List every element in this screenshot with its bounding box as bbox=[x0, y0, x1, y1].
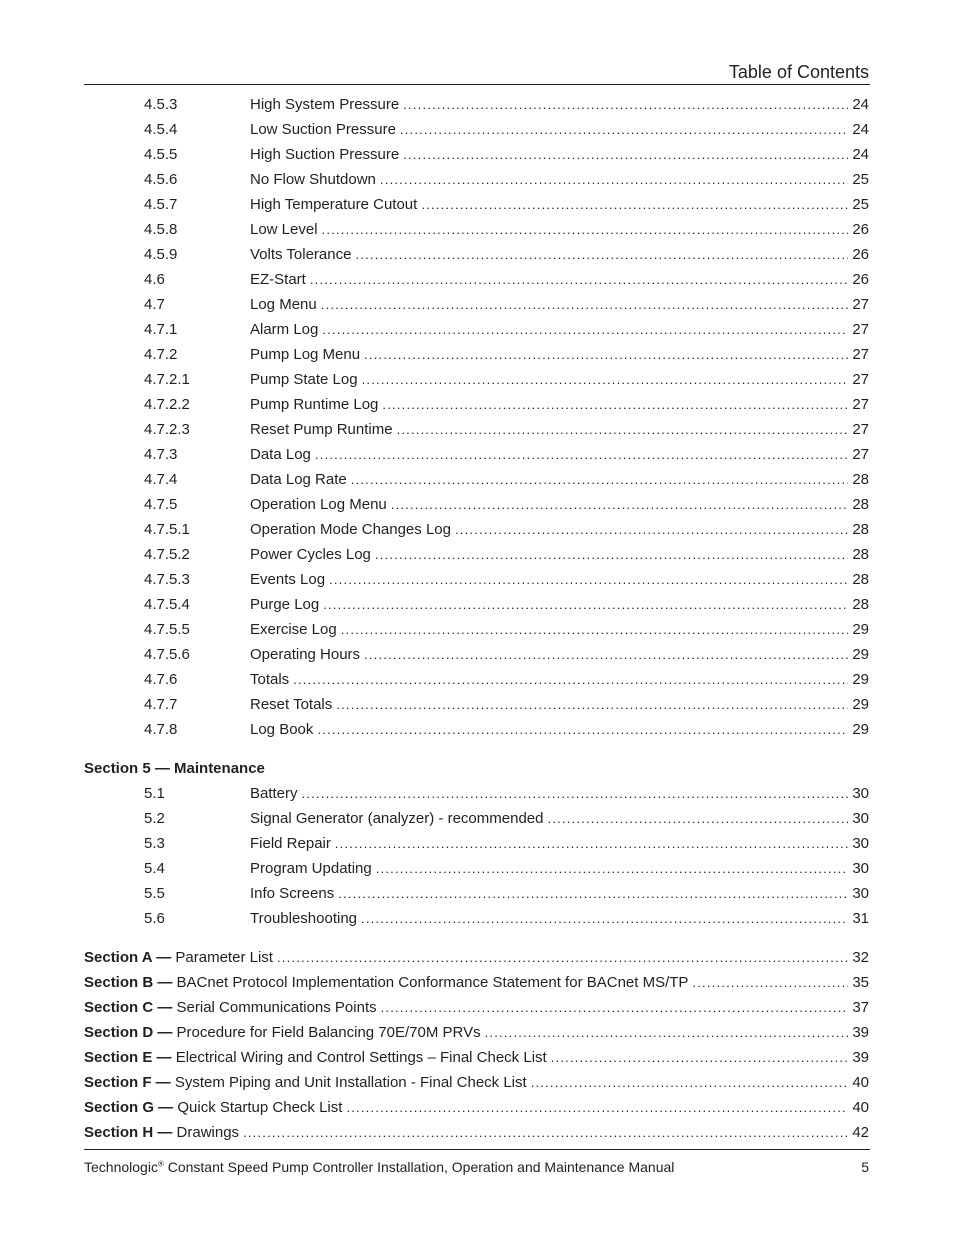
toc-entry[interactable] bbox=[84, 417, 869, 442]
toc-entry-number: 4.7.5.1 bbox=[144, 521, 190, 538]
dot-leader bbox=[361, 906, 848, 931]
toc-entry[interactable] bbox=[84, 267, 869, 292]
toc-entry-page: 24 bbox=[852, 146, 869, 163]
toc-entry-number: 4.7.1 bbox=[144, 321, 178, 338]
toc-section-entry[interactable] bbox=[84, 1120, 869, 1145]
dot-leader bbox=[277, 945, 848, 970]
toc-section-title bbox=[84, 970, 692, 995]
toc-entry-number: 4.5.3 bbox=[144, 96, 178, 113]
toc-section-name: System Piping and Unit Installation - Final Check List bbox=[174, 1074, 527, 1091]
dot-leader bbox=[338, 881, 848, 906]
toc-section-label: Section C — bbox=[84, 999, 173, 1016]
dot-leader bbox=[547, 806, 848, 831]
toc-section-name: BACnet Protocol Implementation Conformance Statement for BACnet MS/TP bbox=[176, 974, 689, 991]
toc-entry-page: 27 bbox=[852, 446, 869, 463]
toc-entry[interactable] bbox=[84, 692, 869, 717]
toc-entry-line bbox=[84, 1120, 869, 1145]
toc-entry-number: 4.7.6 bbox=[144, 671, 178, 688]
dot-leader bbox=[381, 995, 849, 1020]
toc-entry-number: 4.7.5.5 bbox=[144, 621, 190, 638]
toc-entry[interactable] bbox=[84, 856, 869, 881]
toc-entry-number: 5.5 bbox=[144, 885, 165, 902]
toc-entry-line bbox=[250, 142, 869, 167]
toc-entry-line bbox=[84, 1095, 869, 1120]
toc-entry-number: 4.7.2 bbox=[144, 346, 178, 363]
toc-entry-number: 4.5.4 bbox=[144, 121, 178, 138]
toc-section-title bbox=[84, 1045, 551, 1070]
toc-entry-line bbox=[84, 1070, 869, 1095]
toc-section-entry[interactable] bbox=[84, 970, 869, 995]
toc-entry-title: Alarm Log bbox=[250, 321, 319, 338]
toc-section-label: Section F — bbox=[84, 1074, 171, 1091]
toc-entry-line bbox=[250, 92, 869, 117]
toc-entry-line bbox=[250, 617, 869, 642]
toc-entry-line bbox=[250, 667, 869, 692]
toc-entry-page: 29 bbox=[852, 721, 869, 738]
toc-entry[interactable] bbox=[84, 642, 869, 667]
toc-entry-title: Pump Log Menu bbox=[250, 346, 361, 363]
toc-entry-title: Data Log bbox=[250, 446, 311, 463]
toc-entry-line bbox=[84, 945, 869, 970]
toc-section-label: Section H — bbox=[84, 1124, 173, 1141]
toc-entry-page: 26 bbox=[852, 221, 869, 238]
toc-entry-line bbox=[250, 392, 869, 417]
toc-entry-line bbox=[84, 970, 869, 995]
toc-entry-line bbox=[250, 117, 869, 142]
toc-list-section-5 bbox=[84, 781, 869, 931]
dot-leader bbox=[322, 217, 849, 242]
toc-entry-number: 4.7.2.3 bbox=[144, 421, 190, 438]
toc-entry-page: 28 bbox=[852, 496, 869, 513]
toc-entry-page: 39 bbox=[852, 1024, 869, 1041]
toc-entry-page: 27 bbox=[852, 396, 869, 413]
toc-entry-line bbox=[84, 1020, 869, 1045]
toc-entry-line bbox=[250, 517, 869, 542]
toc-entry[interactable] bbox=[84, 667, 869, 692]
toc-entry-page: 27 bbox=[852, 421, 869, 438]
toc-entry-page: 27 bbox=[852, 321, 869, 338]
toc-section-title bbox=[84, 945, 277, 970]
toc-section-name: Drawings bbox=[176, 1124, 240, 1141]
toc-entry-title: Operation Log Menu bbox=[250, 496, 387, 513]
toc-entry[interactable] bbox=[84, 292, 869, 317]
toc-entry-number: 4.7 bbox=[144, 296, 165, 313]
toc-section-name: Serial Communications Points bbox=[176, 999, 377, 1016]
toc-entry[interactable] bbox=[84, 217, 869, 242]
toc-entry-title: Operation Mode Changes Log bbox=[250, 521, 451, 538]
toc-entry-number: 5.1 bbox=[144, 785, 165, 802]
header-divider bbox=[84, 84, 870, 85]
toc-entry-title: No Flow Shutdown bbox=[250, 171, 376, 188]
dot-leader bbox=[362, 367, 849, 392]
toc-entry-title: Operating Hours bbox=[250, 646, 361, 663]
toc-entry-page: 35 bbox=[852, 974, 869, 991]
footer-page-number: 5 bbox=[861, 1159, 869, 1175]
toc-section-entry[interactable] bbox=[84, 945, 869, 970]
toc-entry[interactable] bbox=[84, 542, 869, 567]
dot-leader bbox=[315, 442, 848, 467]
toc-entry[interactable] bbox=[84, 517, 869, 542]
dot-leader bbox=[380, 167, 848, 192]
dot-leader bbox=[243, 1120, 848, 1145]
toc-entry[interactable] bbox=[84, 831, 869, 856]
section-5-heading: Section 5 — Maintenance bbox=[84, 760, 265, 777]
toc-entry-line bbox=[250, 592, 869, 617]
toc-entry-line bbox=[250, 292, 869, 317]
dot-leader bbox=[355, 242, 848, 267]
toc-entry-page: 30 bbox=[852, 860, 869, 877]
toc-section-name: Parameter List bbox=[175, 949, 273, 966]
dot-leader bbox=[341, 617, 849, 642]
dot-leader bbox=[531, 1070, 849, 1095]
table-of-contents bbox=[84, 92, 869, 1145]
dot-leader bbox=[400, 117, 848, 142]
toc-entry[interactable] bbox=[84, 192, 869, 217]
toc-entry[interactable] bbox=[84, 781, 869, 806]
toc-entry-line bbox=[250, 442, 869, 467]
toc-entry-page: 29 bbox=[852, 696, 869, 713]
toc-entry-number: 4.5.5 bbox=[144, 146, 178, 163]
toc-entry-number: 5.2 bbox=[144, 810, 165, 827]
toc-entry-line bbox=[250, 781, 869, 806]
toc-entry-page: 40 bbox=[852, 1074, 869, 1091]
toc-entry-page: 29 bbox=[852, 621, 869, 638]
toc-entry-line bbox=[250, 856, 869, 881]
toc-entry[interactable] bbox=[84, 242, 869, 267]
toc-entry-line bbox=[250, 567, 869, 592]
toc-entry-title: Data Log Rate bbox=[250, 471, 347, 488]
toc-entry-number: 5.4 bbox=[144, 860, 165, 877]
toc-entry-number: 4.7.5.4 bbox=[144, 596, 190, 613]
toc-entry[interactable] bbox=[84, 317, 869, 342]
toc-entry-page: 26 bbox=[852, 246, 869, 263]
toc-entry-number: 4.5.7 bbox=[144, 196, 178, 213]
toc-section-title bbox=[84, 995, 381, 1020]
toc-section-entry[interactable] bbox=[84, 1070, 869, 1095]
dot-leader bbox=[403, 92, 848, 117]
toc-section-name: Quick Startup Check List bbox=[177, 1099, 343, 1116]
dot-leader bbox=[336, 692, 848, 717]
toc-entry-page: 31 bbox=[852, 910, 869, 927]
toc-entry-title: Power Cycles Log bbox=[250, 546, 371, 563]
dot-leader bbox=[321, 292, 849, 317]
toc-entry-title: High Temperature Cutout bbox=[250, 196, 418, 213]
toc-entry-page: 29 bbox=[852, 646, 869, 663]
toc-entry-line bbox=[250, 906, 869, 931]
dot-leader bbox=[421, 192, 848, 217]
toc-entry-number: 4.7.2.1 bbox=[144, 371, 190, 388]
toc-entry-page: 24 bbox=[852, 121, 869, 138]
toc-entry-line bbox=[250, 242, 869, 267]
toc-entry-page: 25 bbox=[852, 171, 869, 188]
registered-mark: ® bbox=[157, 1159, 164, 1169]
toc-entry-title: Exercise Log bbox=[250, 621, 337, 638]
toc-entry-number: 4.5.6 bbox=[144, 171, 178, 188]
dot-leader bbox=[364, 342, 848, 367]
dot-leader bbox=[375, 542, 848, 567]
toc-entry[interactable] bbox=[84, 592, 869, 617]
toc-entry[interactable] bbox=[84, 806, 869, 831]
toc-entry-line bbox=[250, 167, 869, 192]
toc-entry[interactable] bbox=[84, 567, 869, 592]
toc-entry-number: 4.7.7 bbox=[144, 696, 178, 713]
toc-entry-page: 39 bbox=[852, 1049, 869, 1066]
toc-entry-line bbox=[250, 881, 869, 906]
toc-section-title bbox=[84, 1095, 346, 1120]
toc-entry[interactable] bbox=[84, 117, 869, 142]
toc-entry-page: 28 bbox=[852, 471, 869, 488]
toc-entry-title: Volts Tolerance bbox=[250, 246, 352, 263]
toc-entry[interactable] bbox=[84, 142, 869, 167]
toc-entry-title: Program Updating bbox=[250, 860, 372, 877]
toc-entry-line bbox=[250, 417, 869, 442]
dot-leader bbox=[403, 142, 848, 167]
spacer bbox=[84, 931, 869, 945]
toc-entry-page: 27 bbox=[852, 346, 869, 363]
dot-leader bbox=[382, 392, 848, 417]
toc-entry-number: 4.5.8 bbox=[144, 221, 178, 238]
dot-leader bbox=[329, 567, 848, 592]
toc-entry-page: 28 bbox=[852, 596, 869, 613]
toc-entry[interactable] bbox=[84, 92, 869, 117]
toc-entry-title: Info Screens bbox=[250, 885, 335, 902]
toc-section-label: Section E — bbox=[84, 1049, 172, 1066]
toc-entry-number: 4.7.5 bbox=[144, 496, 178, 513]
toc-entry-page: 25 bbox=[852, 196, 869, 213]
toc-section-title bbox=[84, 1070, 531, 1095]
dot-leader bbox=[397, 417, 849, 442]
toc-entry-page: 42 bbox=[852, 1124, 869, 1141]
dot-leader bbox=[692, 970, 848, 995]
toc-entry-number: 4.7.3 bbox=[144, 446, 178, 463]
toc-entry[interactable] bbox=[84, 342, 869, 367]
toc-entry-page: 28 bbox=[852, 521, 869, 538]
toc-entry-number: 4.5.9 bbox=[144, 246, 178, 263]
toc-entry-page: 37 bbox=[852, 999, 869, 1016]
toc-entry-line bbox=[250, 692, 869, 717]
toc-entry-page: 27 bbox=[852, 371, 869, 388]
toc-entry-title: Low Suction Pressure bbox=[250, 121, 396, 138]
toc-list-appendix-sections bbox=[84, 945, 869, 1145]
toc-entry-page: 30 bbox=[852, 810, 869, 827]
toc-entry-number: 4.7.8 bbox=[144, 721, 178, 738]
toc-section-entry[interactable] bbox=[84, 1095, 869, 1120]
toc-entry-page: 32 bbox=[852, 949, 869, 966]
toc-section-label: Section D — bbox=[84, 1024, 173, 1041]
toc-entry-title: Field Repair bbox=[250, 835, 331, 852]
toc-entry-line bbox=[250, 831, 869, 856]
dot-leader bbox=[485, 1020, 849, 1045]
toc-entry-title: Troubleshooting bbox=[250, 910, 358, 927]
footer-brand: Technologic bbox=[84, 1159, 158, 1175]
toc-entry[interactable] bbox=[84, 881, 869, 906]
toc-entry[interactable] bbox=[84, 617, 869, 642]
page-header-title: Table of Contents bbox=[728, 62, 869, 82]
toc-entry-line bbox=[250, 467, 869, 492]
toc-entry-page: 26 bbox=[852, 271, 869, 288]
toc-entry-title: Reset Totals bbox=[250, 696, 333, 713]
toc-entry-number: 5.3 bbox=[144, 835, 165, 852]
toc-entry-number: 4.6 bbox=[144, 271, 165, 288]
dot-leader bbox=[551, 1045, 849, 1070]
dot-leader bbox=[364, 642, 848, 667]
toc-entry-number: 4.7.5.3 bbox=[144, 571, 190, 588]
dot-leader bbox=[322, 317, 848, 342]
toc-entry-line bbox=[250, 317, 869, 342]
toc-section-entry[interactable] bbox=[84, 995, 869, 1020]
toc-entry-page: 24 bbox=[852, 96, 869, 113]
toc-section-entry[interactable] bbox=[84, 1020, 869, 1045]
dot-leader bbox=[455, 517, 848, 542]
toc-entry-line bbox=[250, 217, 869, 242]
toc-entry-page: 30 bbox=[852, 785, 869, 802]
toc-entry-line bbox=[250, 267, 869, 292]
toc-entry-page: 40 bbox=[852, 1099, 869, 1116]
toc-entry-title: Totals bbox=[250, 671, 290, 688]
toc-entry-number: 4.7.5.2 bbox=[144, 546, 190, 563]
toc-entry-title: High System Pressure bbox=[250, 96, 400, 113]
toc-section-label: Section G — bbox=[84, 1099, 174, 1116]
toc-entry-number: 4.7.4 bbox=[144, 471, 178, 488]
toc-section-label: Section B — bbox=[84, 974, 173, 991]
toc-entry-line bbox=[250, 192, 869, 217]
toc-section-title bbox=[84, 1020, 485, 1045]
toc-entry-title: High Suction Pressure bbox=[250, 146, 400, 163]
toc-entry-title: EZ-Start bbox=[250, 271, 306, 288]
toc-entry-line bbox=[250, 492, 869, 517]
footer-divider bbox=[84, 1149, 870, 1150]
toc-entry-page: 28 bbox=[852, 546, 869, 563]
toc-entry-line bbox=[250, 342, 869, 367]
toc-entry-page: 27 bbox=[852, 296, 869, 313]
toc-section-name: Electrical Wiring and Control Settings – Final Check List bbox=[175, 1049, 547, 1066]
dot-leader bbox=[376, 856, 849, 881]
toc-entry-line bbox=[250, 367, 869, 392]
footer-manual-title bbox=[84, 1159, 674, 1175]
toc-entry-title: Log Book bbox=[250, 721, 314, 738]
toc-entry[interactable] bbox=[84, 906, 869, 931]
toc-section-label: Section A — bbox=[84, 949, 172, 966]
dot-leader bbox=[391, 492, 849, 517]
dot-leader bbox=[335, 831, 848, 856]
dot-leader bbox=[302, 781, 849, 806]
toc-section-title bbox=[84, 1120, 243, 1145]
toc-entry-line bbox=[250, 806, 869, 831]
toc-entry-line bbox=[84, 995, 869, 1020]
toc-entry-line bbox=[84, 1045, 869, 1070]
toc-entry-title: Reset Pump Runtime bbox=[250, 421, 393, 438]
toc-entry[interactable] bbox=[84, 367, 869, 392]
toc-entry-number: 4.7.5.6 bbox=[144, 646, 190, 663]
footer-title-text: Constant Speed Pump Controller Installation, Operation and Maintenance Manual bbox=[163, 1159, 675, 1175]
toc-entry-page: 29 bbox=[852, 671, 869, 688]
toc-entry[interactable] bbox=[84, 442, 869, 467]
toc-entry-number: 5.6 bbox=[144, 910, 165, 927]
toc-entry-line bbox=[250, 717, 869, 742]
toc-entry[interactable] bbox=[84, 167, 869, 192]
toc-entry[interactable] bbox=[84, 492, 869, 517]
toc-entry-line bbox=[250, 542, 869, 567]
toc-entry-page: 28 bbox=[852, 571, 869, 588]
toc-entry-line bbox=[250, 642, 869, 667]
dot-leader bbox=[317, 717, 848, 742]
toc-entry-title: Events Log bbox=[250, 571, 326, 588]
toc-list-section-4 bbox=[84, 92, 869, 742]
toc-entry-title: Signal Generator (analyzer) - recommended bbox=[250, 810, 544, 827]
toc-entry-title: Purge Log bbox=[250, 596, 320, 613]
toc-entry-title: Battery bbox=[250, 785, 298, 802]
toc-section-entry[interactable] bbox=[84, 1045, 869, 1070]
toc-entry-number: 4.7.2.2 bbox=[144, 396, 190, 413]
toc-section-name: Procedure for Field Balancing 70E/70M PRVs bbox=[176, 1024, 481, 1041]
dot-leader bbox=[293, 667, 848, 692]
toc-entry-page: 30 bbox=[852, 885, 869, 902]
toc-entry[interactable] bbox=[84, 392, 869, 417]
dot-leader bbox=[310, 267, 848, 292]
toc-entry-title: Log Menu bbox=[250, 296, 317, 313]
toc-entry-title: Low Level bbox=[250, 221, 318, 238]
toc-entry-title: Pump State Log bbox=[250, 371, 358, 388]
dot-leader bbox=[351, 467, 849, 492]
toc-entry[interactable] bbox=[84, 717, 869, 742]
toc-entry-page: 30 bbox=[852, 835, 869, 852]
dot-leader bbox=[346, 1095, 848, 1120]
toc-entry-title: Pump Runtime Log bbox=[250, 396, 379, 413]
dot-leader bbox=[323, 592, 848, 617]
toc-entry[interactable] bbox=[84, 467, 869, 492]
